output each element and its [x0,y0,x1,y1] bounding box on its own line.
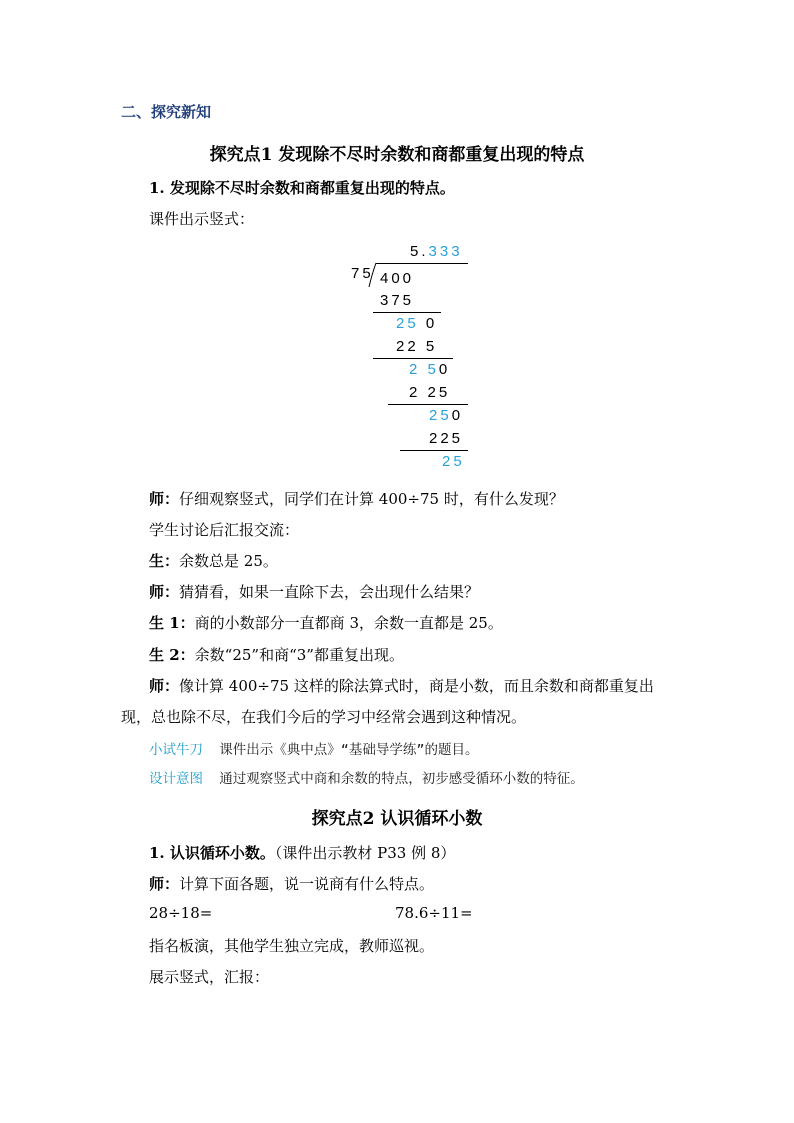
sub-step-1: 375 [380,292,415,309]
dialog-text: 余数总是 25。 [179,552,278,570]
speaker: 生 1： [149,614,195,632]
dialog-text: 仔细观察竖式，同学们在计算 400÷75 时，有什么发现？ [179,490,564,508]
item-heading-text: 1. 认识循环小数。 [149,844,275,862]
rem-step-4-blue: 25 [442,453,465,470]
long-division [340,240,480,472]
summary-line-1 [149,675,654,696]
rem-step-1-black: 0 [425,315,438,332]
divisor: 75 [351,265,374,282]
quotient [410,243,463,260]
sub-step-4: 225 [429,430,464,447]
rem-step-1-blue: 25 [396,315,419,332]
dialog-line-5 [149,612,503,633]
show-line: 展示竖式，汇报： [149,968,270,986]
dialog-line-6 [149,644,404,665]
division-bar [376,263,468,264]
speaker: 师： [149,677,180,695]
rem-step-3 [429,407,463,424]
sub-step-2: 22 5 [396,338,438,355]
teacher-text: 计算下面各题，说一说商有什么特点。 [179,875,435,893]
rem-step-4 [442,453,465,470]
speaker: 师： [149,490,180,508]
rem-step-3-blue: 25 [429,407,452,424]
rem-step-2-black: 0 [438,361,451,378]
speaker: 生： [149,552,180,570]
dialog-line-1 [149,488,564,509]
sub-step-3: 2 25 [409,384,451,401]
dividend: 400 [380,270,415,287]
point2-title: 探究点2 认识循环小数 [311,809,483,829]
point2-item-heading [149,842,455,863]
teacher-line [149,873,434,894]
dialog-line-3 [149,550,278,571]
problem-1: 28÷18= [149,904,213,922]
summary-text: 像计算 400÷75 这样的除法算式时，商是小数，而且余数和商都重复出 [179,677,654,695]
step-line-1 [373,312,441,313]
dialog-text: 商的小数部分一直都商 3，余数一直都是 25。 [194,614,503,632]
dialog-text: 余数“25”和商“3”都重复出现。 [194,646,404,664]
dialog-line-2 [149,519,299,540]
note-design [149,767,584,787]
speaker: 师： [149,583,180,601]
section-header: 二、探究新知 [121,103,212,121]
board-line: 指名板演，其他学生独立完成，教师巡视。 [149,937,435,955]
note-practice [149,738,479,758]
speaker: 生 2： [149,646,195,664]
note-text: 课件出示《典中点》“基础导学练”的题目。 [219,742,479,758]
dialog-text: 学生讨论后汇报交流： [149,521,300,539]
problem-2: 78.6÷11= [395,904,473,922]
item-heading-paren: （课件出示教材 P33 例 8） [274,844,456,862]
rem-step-3-black: 0 [451,407,464,424]
note-text: 通过观察竖式中商和余数的特点，初步感受循环小数的特征。 [219,771,584,787]
rem-step-1 [396,315,437,332]
point1-item-heading: 1. 发现除不尽时余数和商都重复出现的特点。 [149,179,455,197]
rem-step-2 [409,361,450,378]
note-label: 设计意图 [149,771,203,787]
courseware-line: 课件出示竖式： [149,210,255,228]
step-line-3 [388,404,468,405]
dialog-line-4 [149,581,479,602]
step-line-2 [373,358,453,359]
summary-line-2: 现，总也除不尽，在我们今后的学习中经常会遇到这种情况。 [121,708,527,726]
quotient-integer: 5. [410,243,429,260]
rem-step-2-blue: 2 5 [409,361,439,378]
dialog-text: 猜猜看，如果一直除下去，会出现什么结果？ [179,583,480,601]
speaker: 师： [149,875,180,893]
step-line-4 [400,450,468,451]
note-label: 小试牛刀 [149,742,203,758]
quotient-decimals: 333 [428,243,463,260]
point1-title: 探究点1 发现除不尽时余数和商都重复出现的特点 [209,145,585,165]
